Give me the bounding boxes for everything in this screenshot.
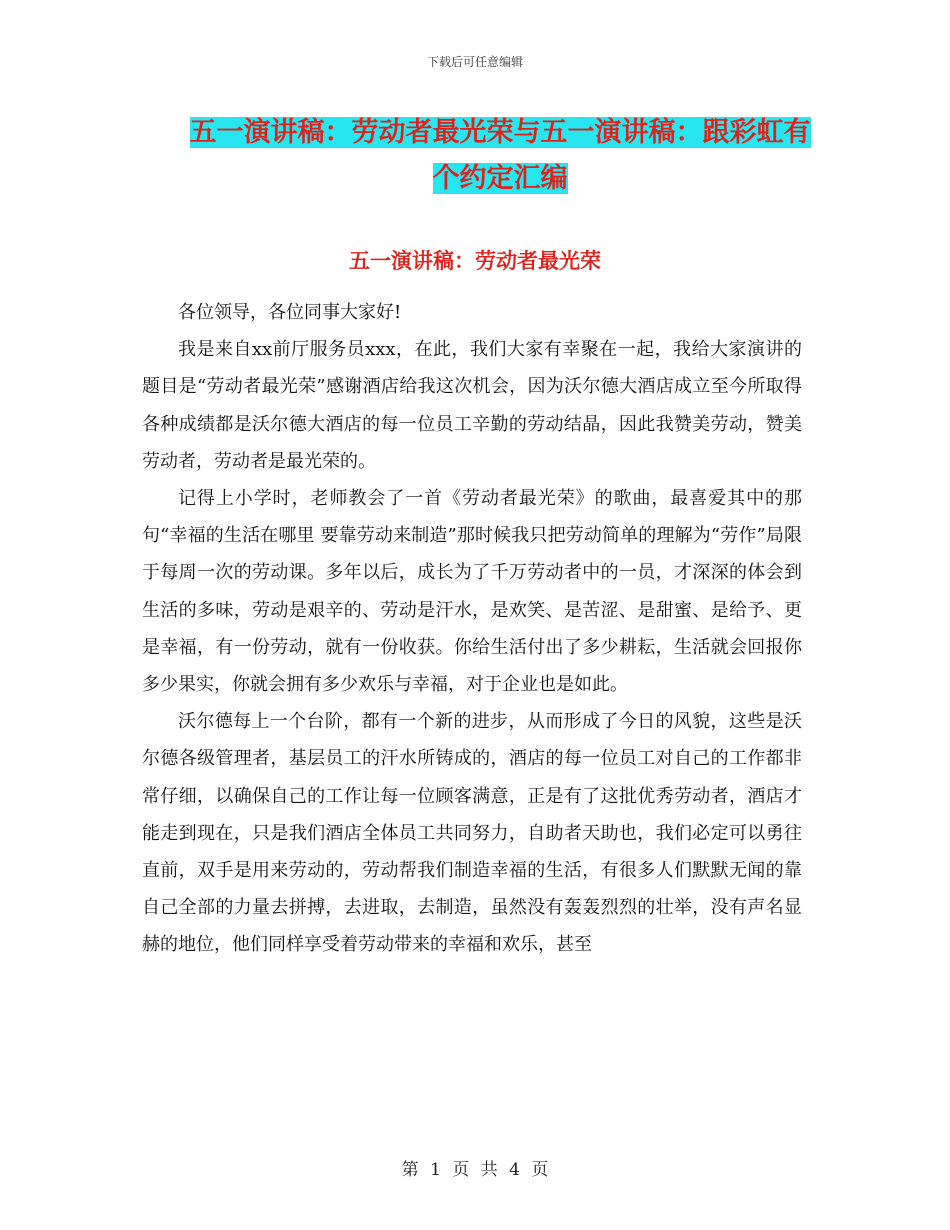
body-text xyxy=(142,294,802,964)
paragraph: 记得上小学时，老师教会了一首《劳动者最光荣》的歌曲，最喜爱其中的那句“幸福的生活在哪里 要靠劳动来制造”那时候我只把劳动简单的理解为“劳作”局限于每周一次的劳动课。多年以后，成长为了千万劳动者中的一员，才深深的体会到生活的多味，劳动是艰辛的、劳动是汗水，是欢笑、是苦涩、是甜蜜、是给予、更是幸福，有一份劳动，就有一份收获。你给生活付出了多少耕耘，生活就会回报你多少果实，你就会拥有多少欢乐与幸福，对于企业也是如此。 xyxy=(142,488,802,696)
paragraph: 我是来自xx前厅服务员xxx，在此，我们大家有幸聚在一起，我给大家演讲的题目是“劳动者最光荣”感谢酒店给我这次机会，因为沃尔德大酒店成立至今所取得各种成绩都是沃尔德大酒店的每一位员工辛勤的劳动结晶，因此我赞美劳动，赞美劳动者，劳动者是最光荣的。 xyxy=(142,339,802,472)
page-footer: 第 1 页 共 4 页 xyxy=(401,1160,549,1180)
paragraph: 沃尔德每上一个台阶，都有一个新的进步，从而形成了今日的风貌，这些是沃尔德各级管理者，基层员工的汗水所铸成的，酒店的每一位员工对自己的工作都非常仔细，以确保自己的工作让每一位顾客满意，正是有了这批优秀劳动者，酒店才能走到现在，只是我们酒店全体员工共同努力，自助者天助也，我们必定可以勇往直前，双手是用来劳动的，劳动帮我们制造幸福的生活，有很多人们默默无闻的靠自己全部的力量去拼搏，去进取，去制造，虽然没有轰轰烈烈的壮举，没有声名显赫的地位，他们同样享受着劳动带来的幸福和欢乐，甚至 xyxy=(142,711,802,956)
document-title-line-1: 五一演讲稿：劳动者最光荣与五一演讲稿：跟彩虹有 xyxy=(189,117,811,148)
section-title: 五一演讲稿：劳动者最光荣 xyxy=(349,248,601,273)
document-title xyxy=(140,110,860,202)
header-note: 下载后可任意编辑 xyxy=(426,55,523,69)
paragraph-greeting: 各位领导，各位同事大家好! xyxy=(178,302,402,323)
document-title-line-2: 个约定汇编 xyxy=(432,163,568,194)
